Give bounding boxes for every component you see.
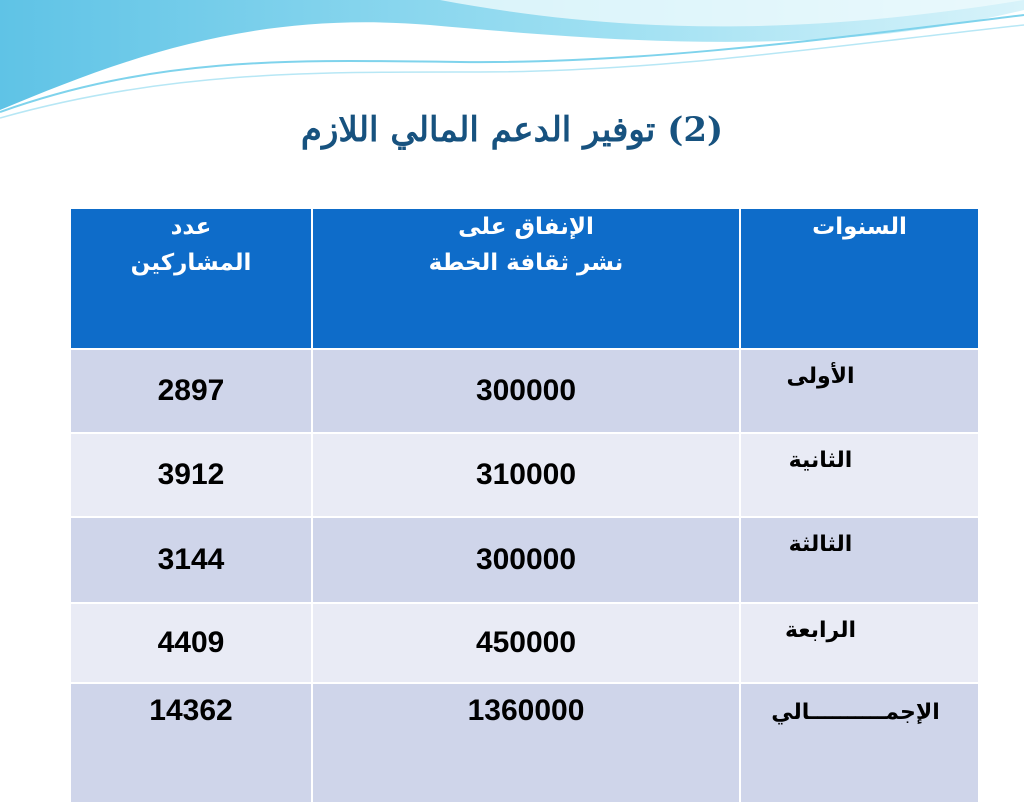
table-row — [70, 517, 979, 603]
header-years-label: السنوات — [812, 214, 907, 240]
participants-cell: 3912 — [70, 433, 312, 517]
table-row — [70, 433, 979, 517]
table-header-row — [70, 208, 979, 349]
table-row — [70, 603, 979, 683]
header-participants-line1: عدد — [170, 214, 212, 240]
header-participants — [70, 208, 312, 349]
total-participants-cell: 14362 — [70, 683, 312, 803]
total-label-cell: الإجمــــــــــالي — [740, 683, 979, 803]
year-cell: الثانية — [740, 433, 979, 517]
header-years — [740, 208, 979, 349]
spending-cell: 300000 — [312, 517, 740, 603]
total-row — [70, 683, 979, 803]
participants-cell: 2897 — [70, 349, 312, 433]
spending-cell: 310000 — [312, 433, 740, 517]
spending-cell: 300000 — [312, 349, 740, 433]
header-spending-line1: الإنفاق على — [458, 214, 594, 240]
page-title: (2) توفير الدعم المالي اللازم — [300, 110, 724, 150]
total-spending-cell: 1360000 — [312, 683, 740, 803]
spending-cell: 450000 — [312, 603, 740, 683]
year-cell: الثالثة — [740, 517, 979, 603]
header-spending-line2: نشر ثقافة الخطة — [428, 250, 624, 276]
year-cell: الرابعة — [740, 603, 979, 683]
spending-table — [69, 207, 980, 804]
table-row — [70, 349, 979, 433]
participants-cell: 3144 — [70, 517, 312, 603]
header-participants-line2: المشاركين — [130, 250, 252, 276]
participants-cell: 4409 — [70, 603, 312, 683]
year-cell: الأولى — [740, 349, 979, 433]
header-spending — [312, 208, 740, 349]
